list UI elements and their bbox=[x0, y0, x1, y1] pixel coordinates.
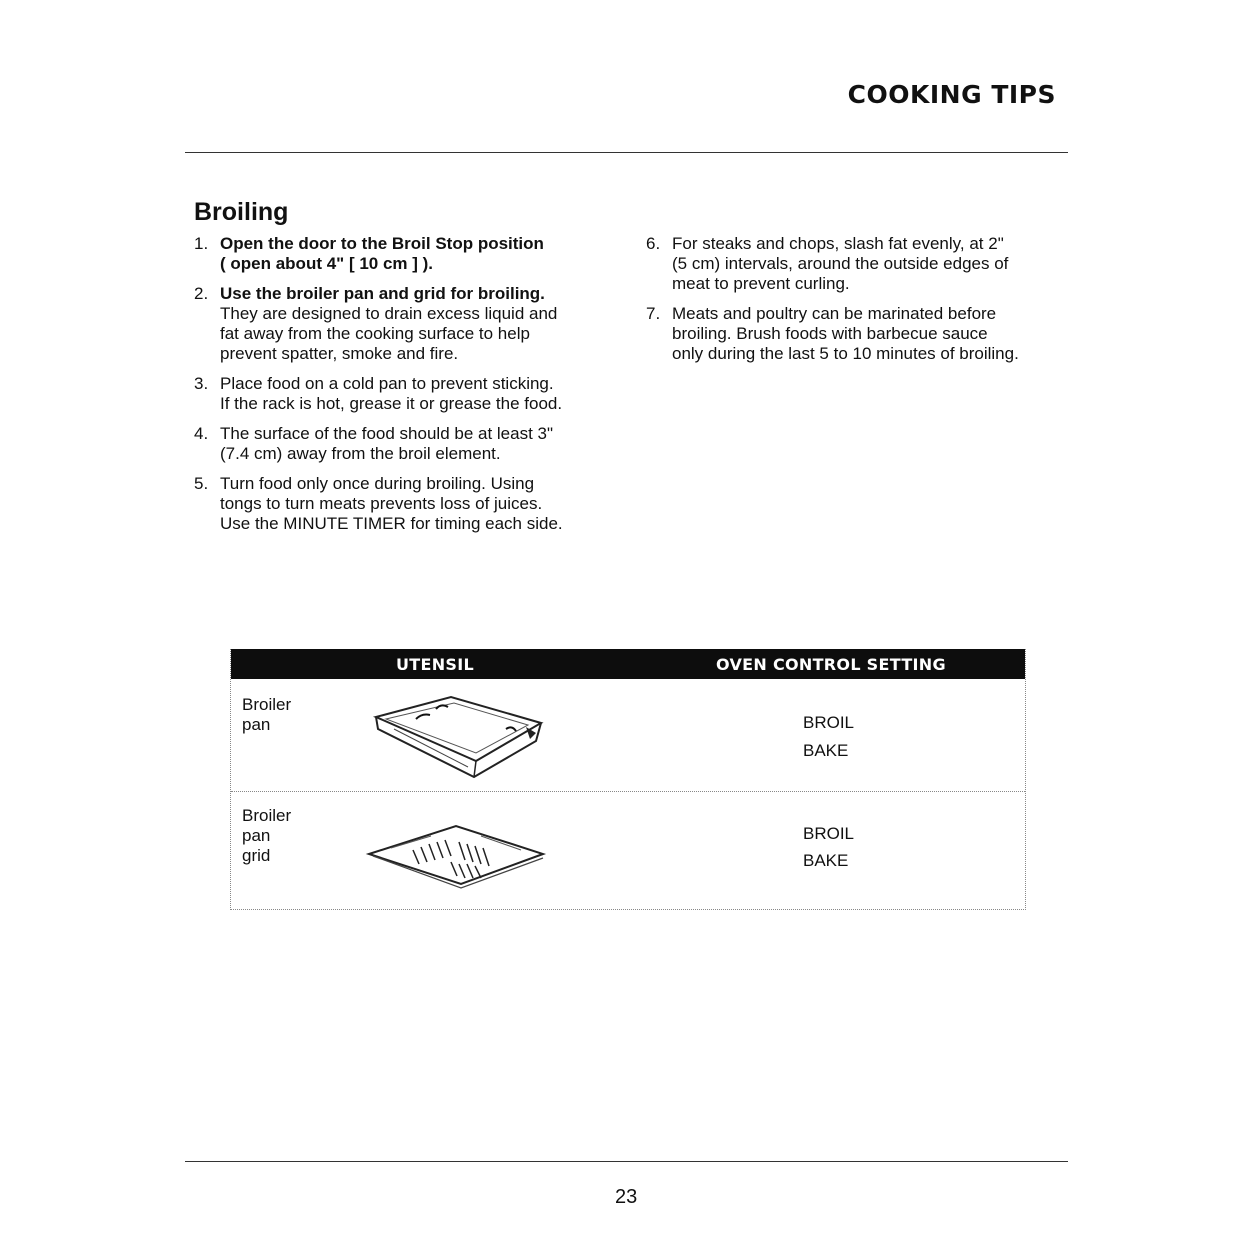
broiler-pan-icon bbox=[356, 689, 556, 784]
utensil-name: Broiler pan bbox=[242, 695, 292, 734]
broiler-grid-icon bbox=[361, 812, 551, 892]
setting-broil: BROIL bbox=[803, 713, 855, 732]
broiling-steps-left bbox=[194, 234, 614, 544]
utensil-column-header: UTENSIL bbox=[396, 655, 474, 674]
footer-rule bbox=[185, 1161, 1068, 1162]
list-item: 3. Place food on a cold pan to prevent sticking. If the rack is hot, grease it or grease the food. bbox=[194, 374, 563, 413]
setting-bake: BAKE bbox=[803, 851, 849, 870]
page-number: 23 bbox=[615, 1186, 638, 1208]
table-row bbox=[231, 679, 1025, 792]
list-item: 7. Meats and poultry can be marinated before broiling. Brush foods with barbecue sauce only during the last 5 to 10 minutes of broiling. bbox=[646, 304, 1019, 363]
utensil-settings-table bbox=[230, 649, 1026, 910]
list-item: 5. Turn food only once during broiling. Using tongs to turn meats prevents loss of juices. Use the MINUTE TIMER for timing each side. bbox=[194, 474, 563, 533]
table-header bbox=[231, 649, 1025, 679]
setting-broil: BROIL bbox=[803, 824, 855, 843]
list-item: 6. For steaks and chops, slash fat evenly, at 2" (5 cm) intervals, around the outside edges of meat to prevent curling. bbox=[646, 234, 1009, 293]
header-rule bbox=[185, 152, 1068, 153]
oven-setting-column-header: OVEN CONTROL SETTING bbox=[716, 655, 946, 674]
section-title: Broiling bbox=[194, 198, 289, 226]
list-item: 2. Use the broiler pan and grid for broiling. They are designed to drain excess liquid and fat away from the cooking surface to help prevent spatter, smoke and fire. bbox=[194, 284, 558, 363]
broiling-steps-right bbox=[646, 234, 1066, 374]
setting-bake: BAKE bbox=[803, 741, 849, 760]
utensil-name: Broiler pan grid bbox=[242, 806, 292, 865]
list-item: 4. The surface of the food should be at least 3" (7.4 cm) away from the broil element. bbox=[194, 424, 554, 463]
page-header-title: COOKING TIPS bbox=[847, 80, 1056, 109]
list-item: 1. Open the door to the Broil Stop position ( open about 4" [ 10 cm ] ). bbox=[194, 234, 544, 273]
table-row bbox=[231, 792, 1025, 909]
